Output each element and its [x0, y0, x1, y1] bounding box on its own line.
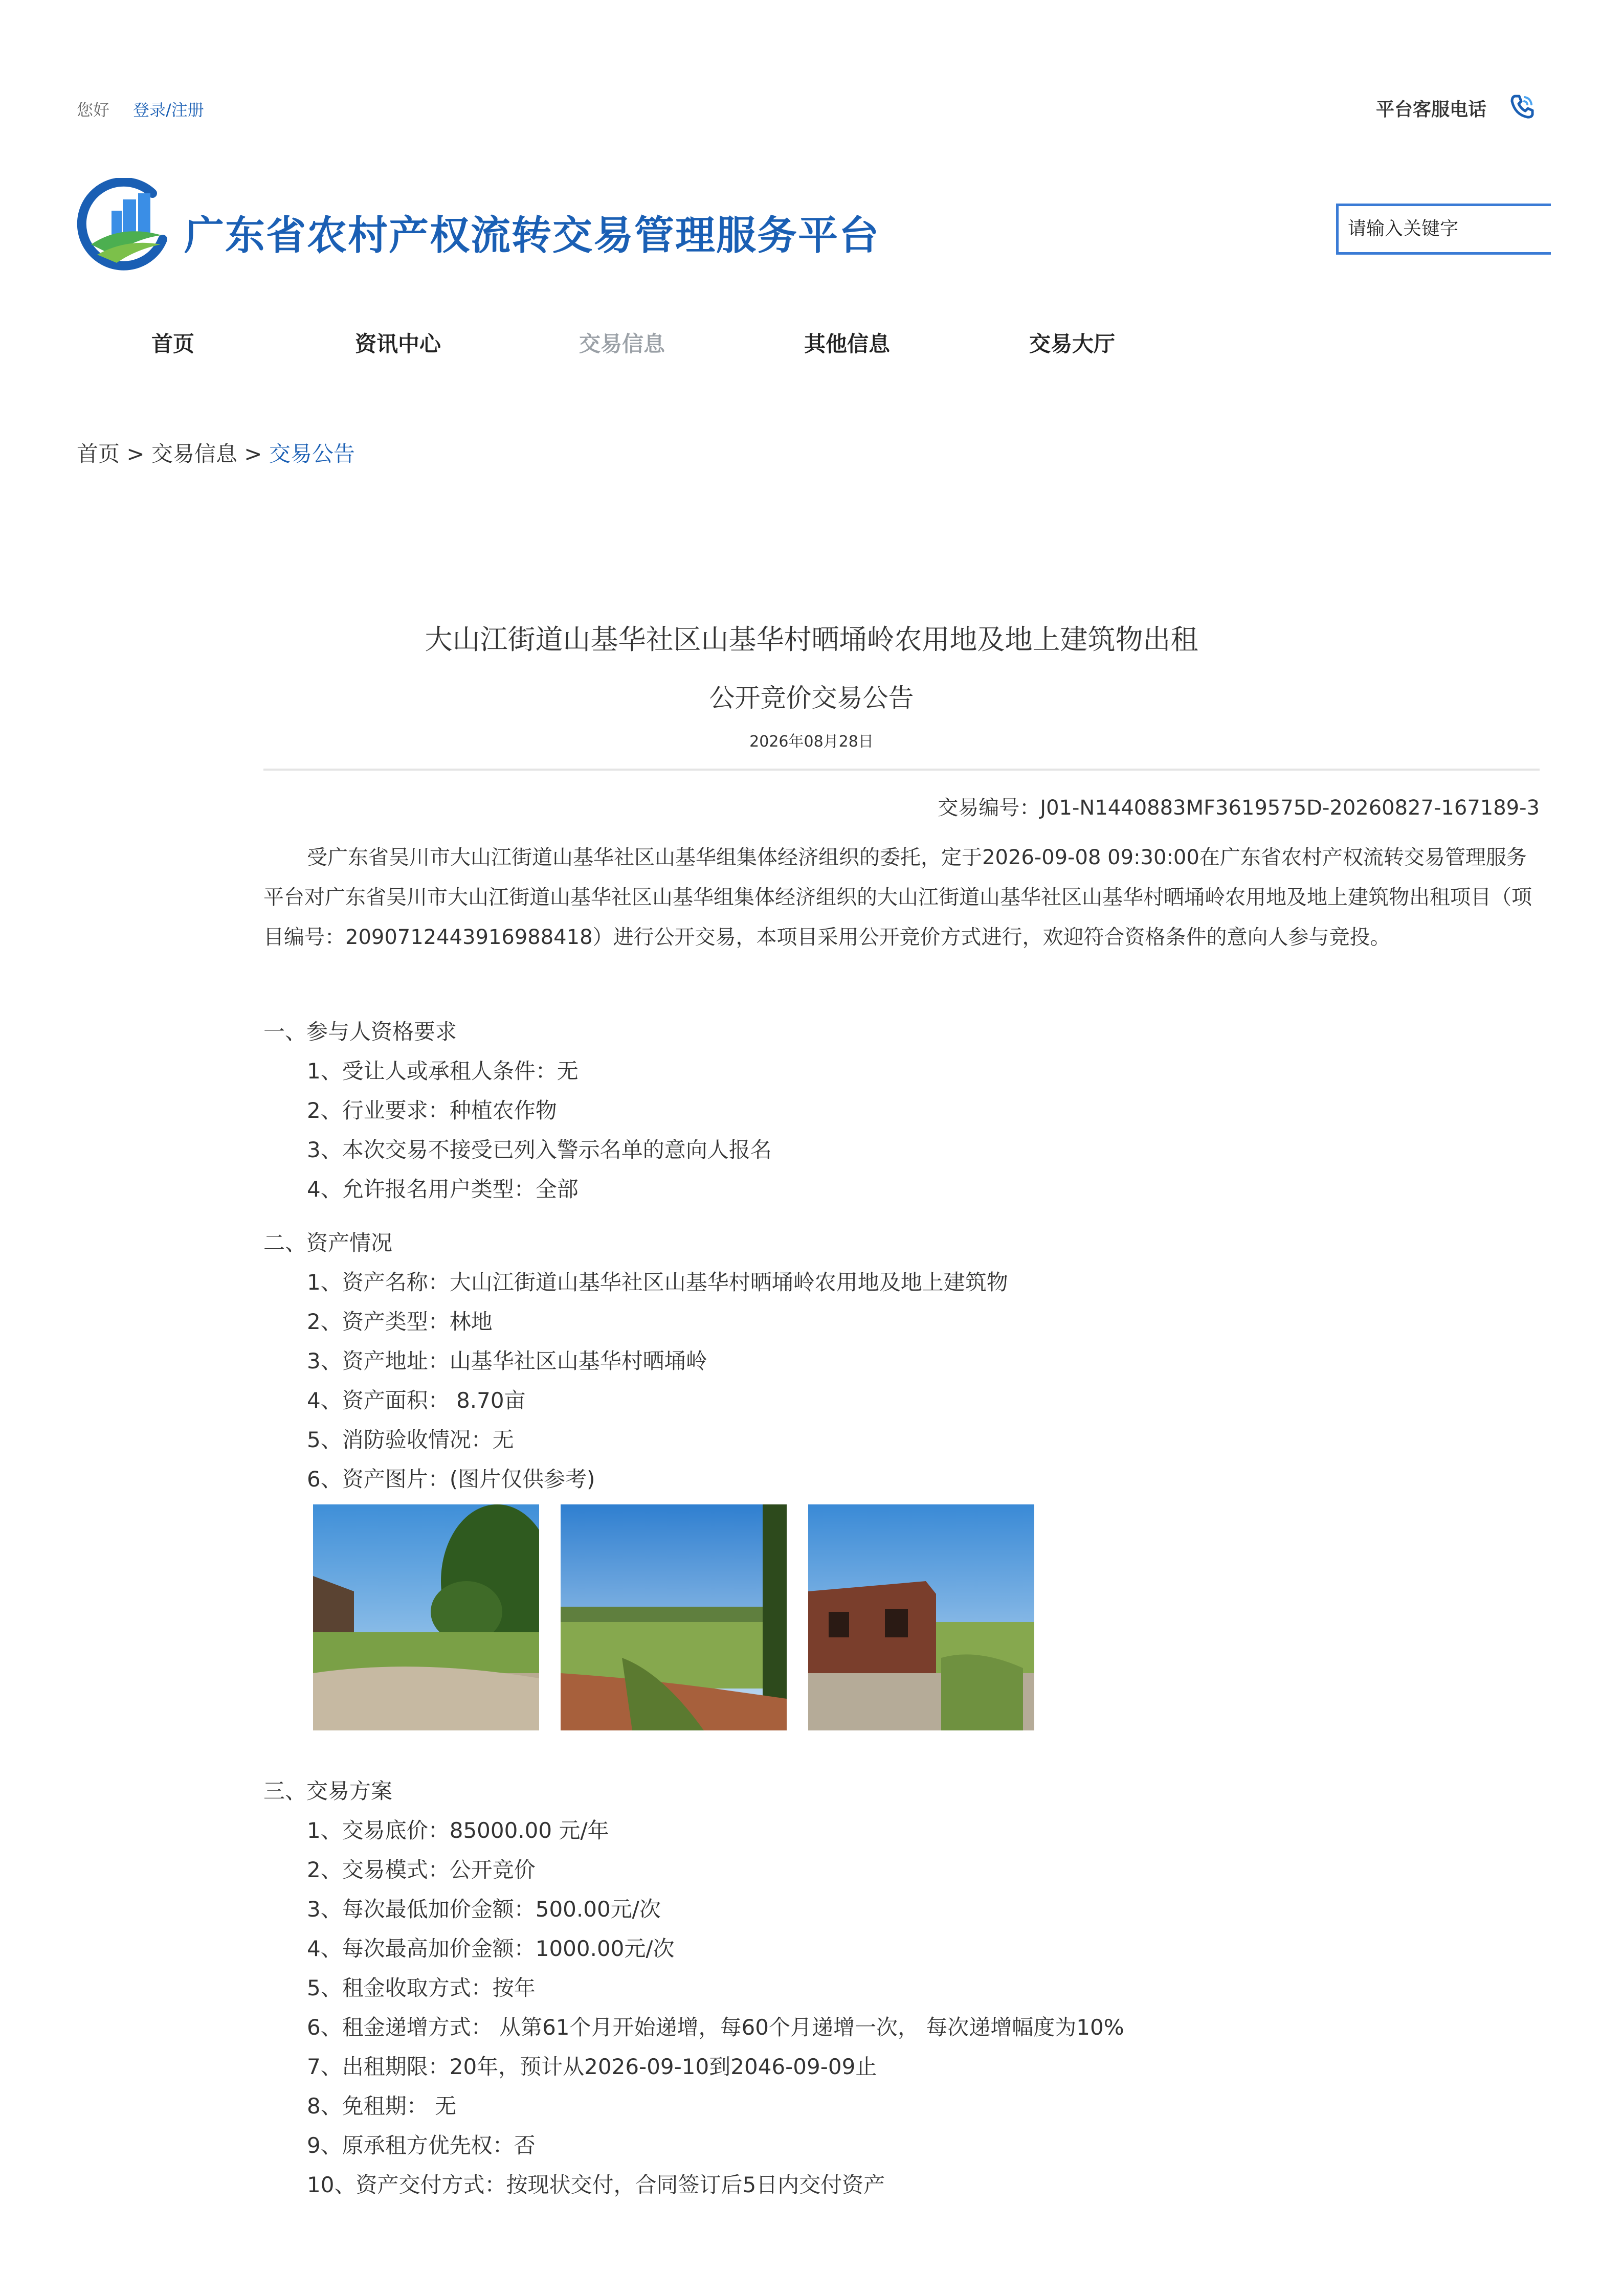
list-item: 7、出租期限：20年，预计从2026-09-10到2046-09-09止 — [307, 2054, 877, 2079]
breadcrumb — [77, 437, 355, 468]
intro-paragraph: 受广东省吴川市大山江街道山基华社区山基华组集体经济组织的委托，定于2026-09-08 09:30:00在广东省农村产权流转交易管理服务平台对广东省吴川市大山江街道山基华社区山基华组集体经济组织的大山江街道山基华社区山基华村晒埇岭农用地及地上建筑物出租项目（项目编号：2090712443916988418）进行公开交易，本项目采用公开竞价方式进行，欢迎符合资格条件的意向人参与竞投。 — [263, 846, 1532, 949]
section-heading: 二、资产情况 — [263, 1230, 393, 1255]
section-heading: 一、参与人资格要求 — [263, 1019, 457, 1044]
list-item: 5、消防验收情况：无 — [307, 1427, 514, 1452]
list-item: 1、资产名称：大山江街道山基华社区山基华村晒埇岭农用地及地上建筑物 — [307, 1270, 1008, 1295]
asset-photo[interactable] — [808, 1504, 1034, 1730]
nav-home[interactable]: 首页 — [151, 331, 195, 356]
list-item: 1、交易底价：85000.00 元/年 — [307, 1818, 609, 1843]
breadcrumb-separator: > — [237, 441, 269, 466]
list-item: 3、本次交易不接受已列入警示名单的意向人报名 — [307, 1137, 772, 1162]
list-item: 8、免租期： 无 — [307, 2094, 457, 2119]
list-item: 6、租金递增方式： 从第61个月开始递增，每60个月递增一次， 每次递增幅度为10% — [307, 2015, 1124, 2040]
list-item: 6、资产图片：(图片仅供参考) — [307, 1467, 595, 1492]
nav-news-center[interactable]: 资讯中心 — [355, 331, 441, 356]
breadcrumb-current[interactable]: 交易公告 — [269, 441, 355, 466]
breadcrumb-separator: > — [120, 441, 151, 466]
login-register-link[interactable]: 登录/注册 — [133, 100, 204, 120]
divider — [263, 769, 1540, 771]
section-heading: 三、交易方案 — [263, 1779, 393, 1804]
site-title[interactable]: 广东省农村产权流转交易管理服务平台 — [184, 213, 880, 259]
phone-icon[interactable] — [1508, 92, 1537, 121]
nav-trade-info[interactable]: 交易信息 — [579, 331, 665, 356]
main-nav — [0, 327, 1623, 363]
asset-photo[interactable] — [561, 1504, 787, 1730]
search-input[interactable]: 请输入关键字 — [1336, 204, 1551, 255]
platform-logo — [76, 178, 169, 275]
transaction-number: 交易编号：J01-N1440883MF3619575D-20260827-167189-3 — [938, 796, 1540, 820]
nav-other-info[interactable]: 其他信息 — [804, 331, 891, 356]
list-item: 2、交易模式：公开竞价 — [307, 1857, 536, 1882]
article-title: 大山江街道山基华社区山基华村晒埇岭农用地及地上建筑物出租 — [425, 623, 1198, 656]
list-item: 4、允许报名用户类型：全部 — [307, 1177, 579, 1202]
list-item: 5、租金收取方式：按年 — [307, 1975, 536, 2000]
hotline-label: 平台客服电话 — [1376, 99, 1487, 120]
article-date: 2026年08月28日 — [749, 733, 874, 751]
list-item: 2、行业要求：种植农作物 — [307, 1098, 557, 1123]
list-item: 9、原承租方优先权：否 — [307, 2133, 536, 2158]
list-item: 10、资产交付方式：按现状交付，合同签订后5日内交付资产 — [307, 2172, 885, 2197]
article-subtitle: 公开竞价交易公告 — [709, 683, 914, 713]
breadcrumb-section[interactable]: 交易信息 — [151, 441, 237, 466]
list-item: 3、每次最低加价金额：500.00元/次 — [307, 1897, 661, 1922]
asset-photo[interactable] — [313, 1504, 539, 1730]
breadcrumb-home[interactable]: 首页 — [77, 441, 120, 466]
list-item: 4、每次最高加价金额：1000.00元/次 — [307, 1936, 675, 1961]
list-item: 4、资产面积： 8.70亩 — [307, 1388, 526, 1413]
nav-trade-hall[interactable]: 交易大厅 — [1029, 331, 1116, 356]
list-item: 1、受让人或承租人条件：无 — [307, 1059, 579, 1084]
list-item: 3、资产地址：山基华社区山基华村晒埇岭 — [307, 1348, 707, 1374]
list-item: 2、资产类型：林地 — [307, 1309, 493, 1334]
greeting-text: 您好 — [77, 100, 110, 120]
